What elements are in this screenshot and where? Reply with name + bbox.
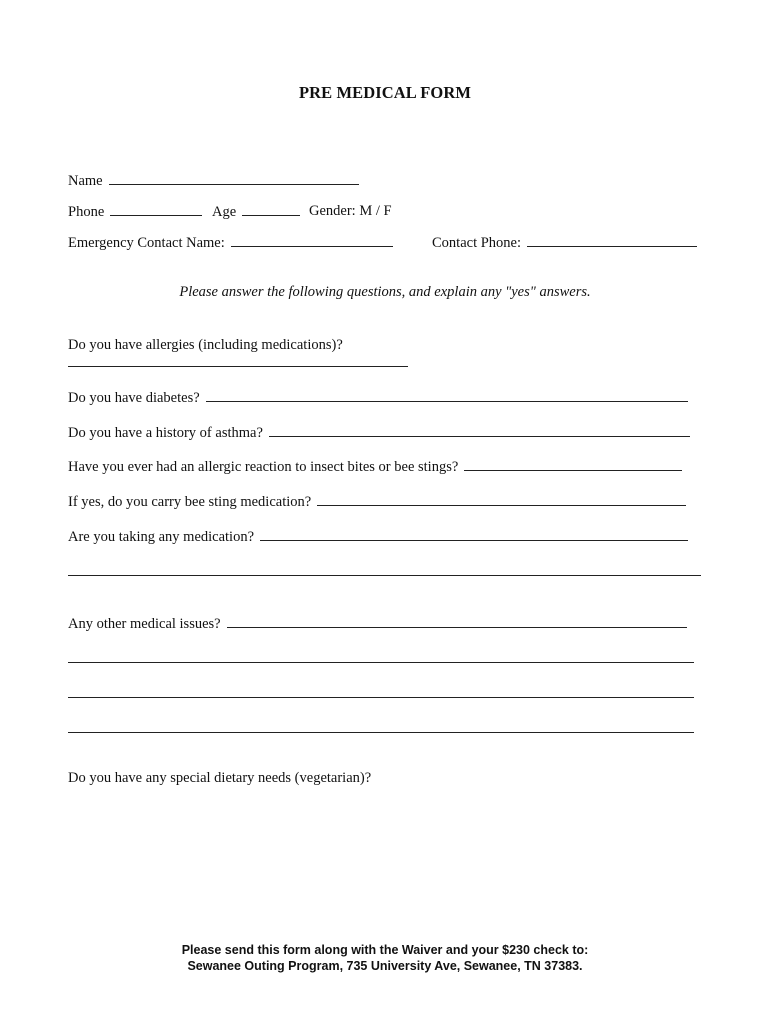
question-bee-medication-row [68,492,686,511]
phone-field[interactable] [110,202,202,216]
other-issues-extra-line-2[interactable] [68,697,694,698]
bee-medication-answer-line[interactable] [317,492,686,506]
question-insect-row [68,457,682,476]
insect-reaction-answer-line[interactable] [464,457,682,471]
question-medication-row [68,527,688,546]
instructions-text: Please answer the following questions, and explain any "yes" answers. [179,284,591,300]
mailing-instructions [0,942,770,974]
name-label: Name [68,173,103,189]
diabetes-answer-line[interactable] [206,388,688,402]
phone-row [68,202,202,221]
form-title: PRE MEDICAL FORM [298,83,472,102]
question-allergies: Do you have allergies (including medications)? [68,337,343,353]
emergency-contact-label: Emergency Contact Name: [68,235,225,251]
question-medication: Are you taking any medication? [68,529,255,545]
contact-phone-row [432,233,697,252]
question-insect-reaction: Have you ever had an allergic reaction to insect bites or bee stings? [68,459,459,475]
age-label: Age [212,204,237,220]
footer-line-2: Sewanee Outing Program, 735 University Ave, Sewanee, TN 37383. [187,959,583,973]
contact-phone-field[interactable] [527,233,697,247]
medication-extra-line[interactable] [68,575,701,576]
question-dietary: Do you have any special dietary needs (vegetarian)? [68,770,372,786]
question-other-issues: Any other medical issues? [68,616,221,632]
other-issues-answer-line[interactable] [227,614,687,628]
name-row [68,171,359,190]
gender-row [309,202,392,220]
gender-label: Gender: M / F [309,203,392,219]
age-row [212,202,300,221]
question-asthma-row [68,423,690,442]
footer-line-1: Please send this form along with the Waiver and your $230 check to: [181,943,589,957]
phone-label: Phone [68,204,105,220]
allergies-answer-line[interactable] [68,366,408,367]
question-diabetes-row [68,388,688,407]
other-issues-extra-line-3[interactable] [68,732,694,733]
asthma-answer-line[interactable] [269,423,690,437]
medication-answer-line[interactable] [260,527,688,541]
contact-phone-label: Contact Phone: [432,235,522,251]
other-issues-extra-line-1[interactable] [68,662,694,663]
question-bee-medication: If yes, do you carry bee sting medication? [68,494,312,510]
question-asthma: Do you have a history of asthma? [68,425,263,441]
question-other-issues-row [68,614,687,633]
question-diabetes: Do you have diabetes? [68,390,200,406]
name-field[interactable] [109,171,359,185]
age-field[interactable] [242,202,300,216]
emergency-contact-field[interactable] [231,233,393,247]
emergency-contact-row [68,233,393,252]
